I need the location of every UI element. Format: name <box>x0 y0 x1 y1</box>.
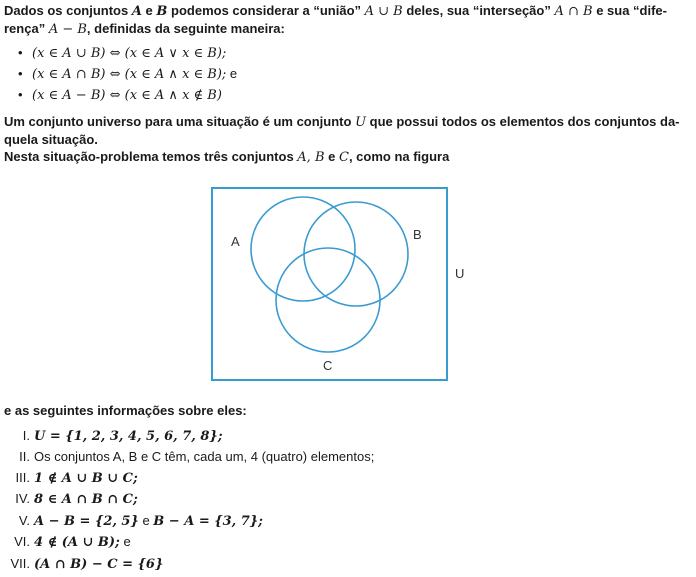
item-math: (A ∩ B) − C = {6} <box>34 557 164 572</box>
item-4 <box>34 490 138 508</box>
universe-text: e <box>324 149 339 164</box>
definition-formula: (x ∈ A ∩ B) ⇔ (x ∈ A ∧ x ∈ B); <box>32 67 227 82</box>
intro-text: e sua “dife- <box>592 3 667 18</box>
intro-text: e <box>141 3 157 18</box>
intro-text: , definidas da seguinte maneira: <box>86 21 285 36</box>
intro-union: A ∪ B <box>364 4 403 19</box>
item-math: 1 ∉ A ∪ B ∪ C; <box>34 471 138 486</box>
label-u: U <box>455 266 465 281</box>
universe-text: , como na figura <box>348 149 450 164</box>
definition-suffix: e <box>226 66 238 81</box>
item-1 <box>34 427 223 445</box>
definition-formula: (x ∈ A − B) ⇔ (x ∈ A ∧ x ∉ B) <box>32 88 222 103</box>
universe-set-u: U <box>355 115 367 130</box>
definition-formula: (x ∈ A ∪ B) ⇔ (x ∈ A ∨ x ∈ B); <box>32 46 227 61</box>
intro-set-a: A <box>131 4 142 19</box>
bullet-dot: • <box>18 45 23 60</box>
circle-b <box>304 202 408 306</box>
universe-text: que possui todos os elementos dos conjuntos da- <box>366 114 680 129</box>
bullet-dot: • <box>18 87 23 102</box>
item-number: II. <box>19 449 30 464</box>
universe-sets: A, B <box>297 150 325 165</box>
label-b: B <box>413 227 422 242</box>
item-text: Os conjuntos A, B e C têm, cada um, 4 (quatro) elementos; <box>34 449 375 464</box>
intro-intersection: A ∩ B <box>554 4 593 19</box>
item-text: e <box>138 513 154 528</box>
item-3 <box>34 469 138 487</box>
intro-difference: A − B <box>48 22 87 37</box>
item-2 <box>34 448 374 466</box>
intro-text: deles, sua “interseção” <box>402 3 555 18</box>
label-c: C <box>323 358 333 373</box>
item-math: 8 ∈ A ∩ B ∩ C; <box>34 492 138 507</box>
intro-text: Dados os conjuntos <box>4 3 132 18</box>
item-text: e <box>119 534 131 549</box>
item-6 <box>34 533 131 551</box>
item-math: B − A = {3, 7}; <box>153 514 263 529</box>
bullet-dot: • <box>18 66 23 81</box>
universe-set-c: C <box>338 150 349 165</box>
intro-set-b: B <box>156 4 168 19</box>
item-math: A − B = {2, 5} <box>34 514 139 529</box>
universe-text: quela situação. <box>4 132 98 147</box>
info-heading: e as seguintes informações sobre eles: <box>4 403 247 418</box>
item-number: V. <box>18 513 30 528</box>
universe-text: Um conjunto universo para uma situação é um conjunto <box>4 114 356 129</box>
item-number: IV. <box>15 491 30 506</box>
label-a: A <box>231 234 240 249</box>
intro-text: rença” <box>4 21 49 36</box>
item-number: III. <box>15 470 30 485</box>
item-math: 4 ∉ (A ∪ B); <box>34 535 120 550</box>
universe-text: Nesta situação-problema temos três conjuntos <box>4 149 298 164</box>
item-number: VI. <box>14 534 30 549</box>
item-7 <box>34 555 163 573</box>
intro-text: podemos considerar a “união” <box>167 3 365 18</box>
item-number: VII. <box>10 556 30 571</box>
item-5 <box>34 512 263 530</box>
item-math: U = {1, 2, 3, 4, 5, 6, 7, 8}; <box>34 429 223 444</box>
item-number: I. <box>22 428 30 443</box>
